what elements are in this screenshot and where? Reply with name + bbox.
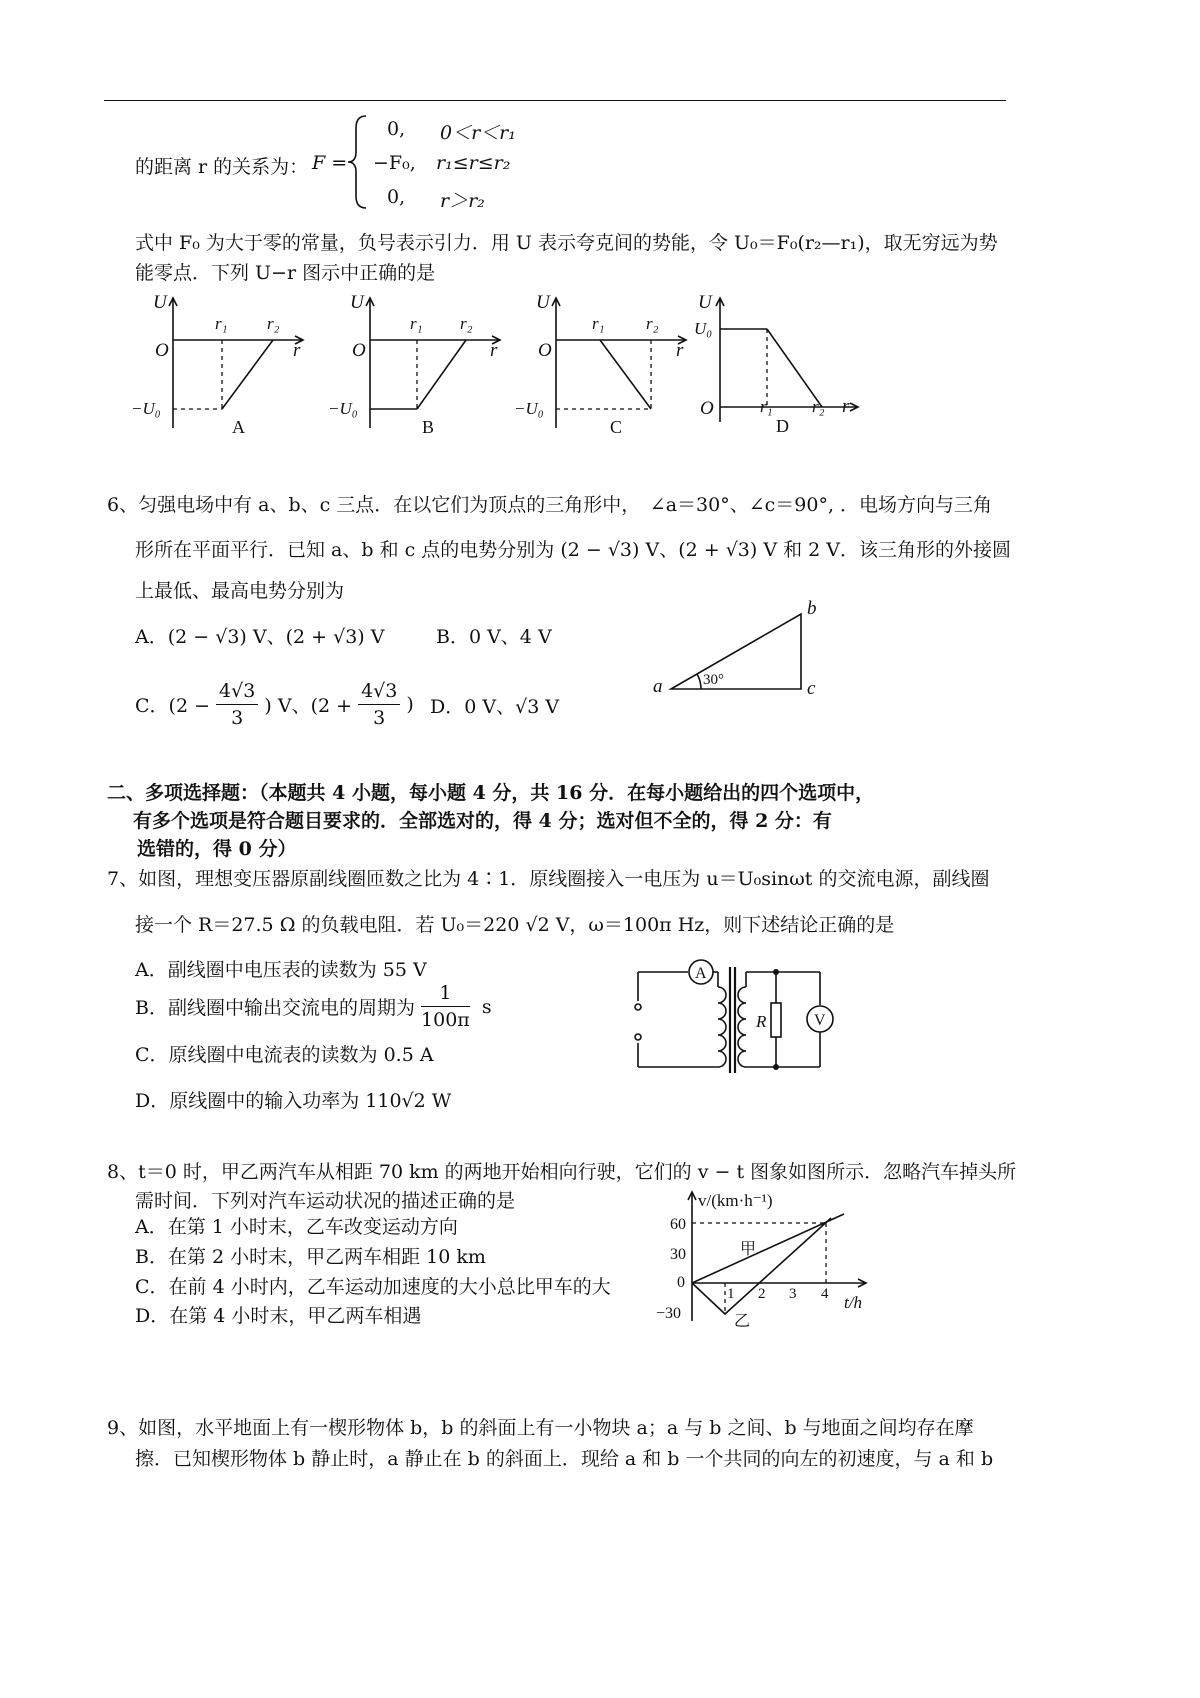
q5-graph-d-r1-label: r₁ <box>760 397 773 416</box>
q6-option-d: D．0 V、√3 V <box>430 696 560 718</box>
q5-graph-b-u-label: U <box>350 292 364 313</box>
q6-option-c-frac2-num: 4√3 <box>358 678 400 705</box>
q8-text-line2: 需时间．下列对汽车运动状况的描述正确的是 <box>135 1190 516 1212</box>
section2-heading-line2: 有多个选项是符合题目要求的．全部选对的，得 4 分；选对但不全的，得 2 分：有 <box>133 810 832 832</box>
q5-graph-b-r-label: r <box>490 340 498 361</box>
q7-text-line2: 接一个 R＝27.5 Ω 的负载电阻．若 U₀＝220 √2 V，ω＝100π Hz，则下述结论正确的是 <box>135 914 895 936</box>
q5-case-3-cond: r＞r₂ <box>440 190 485 212</box>
q5-graph-d-o-label: O <box>700 398 714 419</box>
q5-graph-b-r2-label: r₂ <box>460 314 473 333</box>
q7-ammeter-label: A <box>695 965 707 982</box>
q9-text-line1: 9、如图，水平地面上有一楔形物体 b，b 的斜面上有一小物块 a；a 与 b 之间、b 与地面之间均存在摩 <box>107 1417 974 1439</box>
q5-graph-d-letter: D <box>776 416 789 436</box>
q6-option-a: A．(2 − √3) V、(2 + √3) V <box>135 626 385 648</box>
q5-brace <box>344 112 374 212</box>
q8-graph-jia-label: 甲 <box>740 1241 757 1258</box>
q5-case-2-cond: r₁≤r≤r₂ <box>436 152 511 174</box>
q6-option-c <box>135 678 414 731</box>
q6-angle-label: 30° <box>703 672 724 688</box>
q5-f-eq: F = <box>312 152 348 174</box>
q8-graph-xtick-4: 4 <box>821 1286 829 1302</box>
q6-option-c-end: ) <box>406 693 414 716</box>
q5-graph-b-letter: B <box>422 417 435 437</box>
q6-triangle-diagram <box>645 600 845 700</box>
q6-option-c-frac1-num: 4√3 <box>216 678 258 705</box>
q5-case-3-val: 0, <box>387 186 406 208</box>
q6-text-line1: 6、匀强电场中有 a、b、c 三点．在以它们为顶点的三角形中， ∠a＝30°、∠c＝90°, ．电场方向与三角 <box>107 494 993 516</box>
q8-graph-ytick-30: 30 <box>670 1246 686 1263</box>
q7-resistor-label: R <box>756 1012 767 1031</box>
q6-option-c-frac1-den: 3 <box>231 707 244 729</box>
q7-text-line1: 7、如图，理想变压器原副线圈匝数之比为 4∶1．原线圈接入一电压为 u＝U₀sinωt 的交流电源，副线圈 <box>107 868 990 890</box>
q6-option-c-frac2 <box>358 678 400 731</box>
q8-option-b: B．在第 2 小时末，甲乙两车相距 10 km <box>135 1246 486 1268</box>
q5-graph-c-r-label: r <box>676 340 684 361</box>
q5-graph-c-negu0-label: −U₀ <box>514 399 544 418</box>
q8-graph-ytick-0: 0 <box>677 1274 685 1291</box>
q7-option-b-frac-num: 1 <box>421 980 470 1007</box>
q5-graph-b-o-label: O <box>352 340 366 361</box>
terminal-bottom-icon <box>635 1034 641 1040</box>
q7-option-c: C．原线圈中电流表的读数为 0.5 A <box>135 1044 434 1066</box>
q7-option-b-frac <box>421 980 470 1033</box>
q6-point-c: c <box>807 678 816 699</box>
q6-point-a: a <box>653 676 663 697</box>
q8-graph-ylabel: v/(km·h⁻¹) <box>698 1191 773 1210</box>
q7-option-d: D．原线圈中的输入功率为 110√2 W <box>135 1090 452 1112</box>
q8-graph-ytick-neg30: −30 <box>656 1305 682 1322</box>
q8-graph-xtick-1: 1 <box>727 1286 735 1302</box>
q7-option-a: A．副线圈中电压表的读数为 55 V <box>135 959 427 981</box>
q5-graph-d-r2-label: r₂ <box>812 397 825 416</box>
q7-option-b <box>135 980 492 1033</box>
q5-text-line2: 能零点．下列 U−r 图示中正确的是 <box>135 262 436 284</box>
q5-case-2-val: −F₀, <box>373 152 416 174</box>
q5-graph-b-r1-label: r₁ <box>410 314 423 333</box>
q5-graph-a-o-label: O <box>155 340 169 361</box>
header-rule <box>104 100 1006 101</box>
terminal-top-icon <box>635 1004 641 1010</box>
q5-case-1-val: 0, <box>387 118 406 140</box>
section2-heading-line1: 二、多项选择题：（本题共 4 小题，每小题 4 分，共 16 分．在每小题给出的四个选项中， <box>107 782 875 804</box>
q7-option-b-unit: s <box>481 995 492 1018</box>
q7-option-b-frac-den: 100π <box>421 1009 470 1031</box>
q8-option-c: C．在前 4 小时内，乙车运动加速度的大小总比甲车的大 <box>135 1276 611 1298</box>
q5-graph-a-letter: A <box>232 417 245 437</box>
resistor-icon <box>771 1003 781 1037</box>
section2-heading-line3: 选错的，得 0 分） <box>137 838 297 860</box>
q8-graph-yi-label: 乙 <box>734 1313 751 1330</box>
q8-graph-xlabel: t/h <box>844 1293 862 1312</box>
q6-text-line3: 上最低、最高电势分别为 <box>135 580 345 602</box>
q5-graph-c-r2-label: r₂ <box>646 314 659 333</box>
q5-graph-a-r2-label: r₂ <box>267 314 280 333</box>
q8-graph-xtick-3: 3 <box>789 1286 797 1302</box>
q5-graph-c <box>508 288 698 438</box>
q6-option-c-mid: ) V、(2 + <box>264 695 353 717</box>
q5-graph-b <box>322 288 512 438</box>
q5-graph-a <box>125 288 315 438</box>
q7-transformer-circuit <box>628 955 868 1080</box>
q5-graph-a-r1-label: r₁ <box>215 314 228 333</box>
q5-graph-c-o-label: O <box>538 340 552 361</box>
q5-text-line1: 式中 F₀ 为大于零的常量，负号表示引力．用 U 表示夸克间的势能，令 U₀＝F₀(r₂—r₁)，取无穷远为势 <box>135 232 998 254</box>
q5-graph-a-negu0-label: −U₀ <box>131 399 161 418</box>
q9-text-line2: 擦．已知楔形物体 b 静止时，a 静止在 b 的斜面上．现给 a 和 b 一个共同的向左的初速度，与 a 和 b <box>135 1448 994 1470</box>
q5-case-1-cond: 0＜r＜r₁ <box>440 122 516 144</box>
q6-option-c-prefix: C．(2 − <box>135 695 210 717</box>
q5-graph-d-u-label: U <box>698 292 712 313</box>
q8-graph-xtick-2: 2 <box>758 1286 766 1302</box>
q5-graph-d-r-label: r <box>842 396 850 417</box>
q5-graph-d-u0-label: U₀ <box>694 319 713 338</box>
q6-option-c-frac1 <box>216 678 258 731</box>
q5-graph-a-r-label: r <box>293 340 301 361</box>
q8-text-line1: 8、t＝0 时，甲乙两汽车从相距 70 km 的两地开始相向行驶，它们的 v − t 图象如图所示．忽略汽车掉头所 <box>107 1161 1017 1183</box>
q8-vt-graph <box>650 1186 880 1336</box>
q6-point-b: b <box>807 600 817 619</box>
q5-intro: 的距离 r 的关系为： <box>135 156 309 178</box>
q5-graph-a-u-label: U <box>153 292 167 313</box>
q5-graph-c-u-label: U <box>536 292 550 313</box>
q5-graph-d <box>690 288 880 438</box>
q8-option-a: A．在第 1 小时末，乙车改变运动方向 <box>135 1216 458 1238</box>
q7-option-b-prefix: B．副线圈中输出交流电的周期为 <box>135 997 415 1019</box>
q5-graph-c-letter: C <box>610 417 623 437</box>
q5-graph-b-negu0-label: −U₀ <box>328 399 358 418</box>
q6-option-b: B．0 V、4 V <box>436 626 552 648</box>
q8-graph-ytick-60: 60 <box>670 1216 686 1233</box>
q8-option-d: D．在第 4 小时末，甲乙两车相遇 <box>135 1305 422 1327</box>
q6-text-line2: 形所在平面平行．已知 a、b 和 c 点的电势分别为 (2 − √3) V、(2 + √3) V 和 2 V．该三角形的外接圆 <box>135 539 1011 561</box>
q6-option-c-frac2-den: 3 <box>373 707 386 729</box>
q7-voltmeter-label: V <box>814 1012 826 1029</box>
q5-graph-c-r1-label: r₁ <box>592 314 605 333</box>
